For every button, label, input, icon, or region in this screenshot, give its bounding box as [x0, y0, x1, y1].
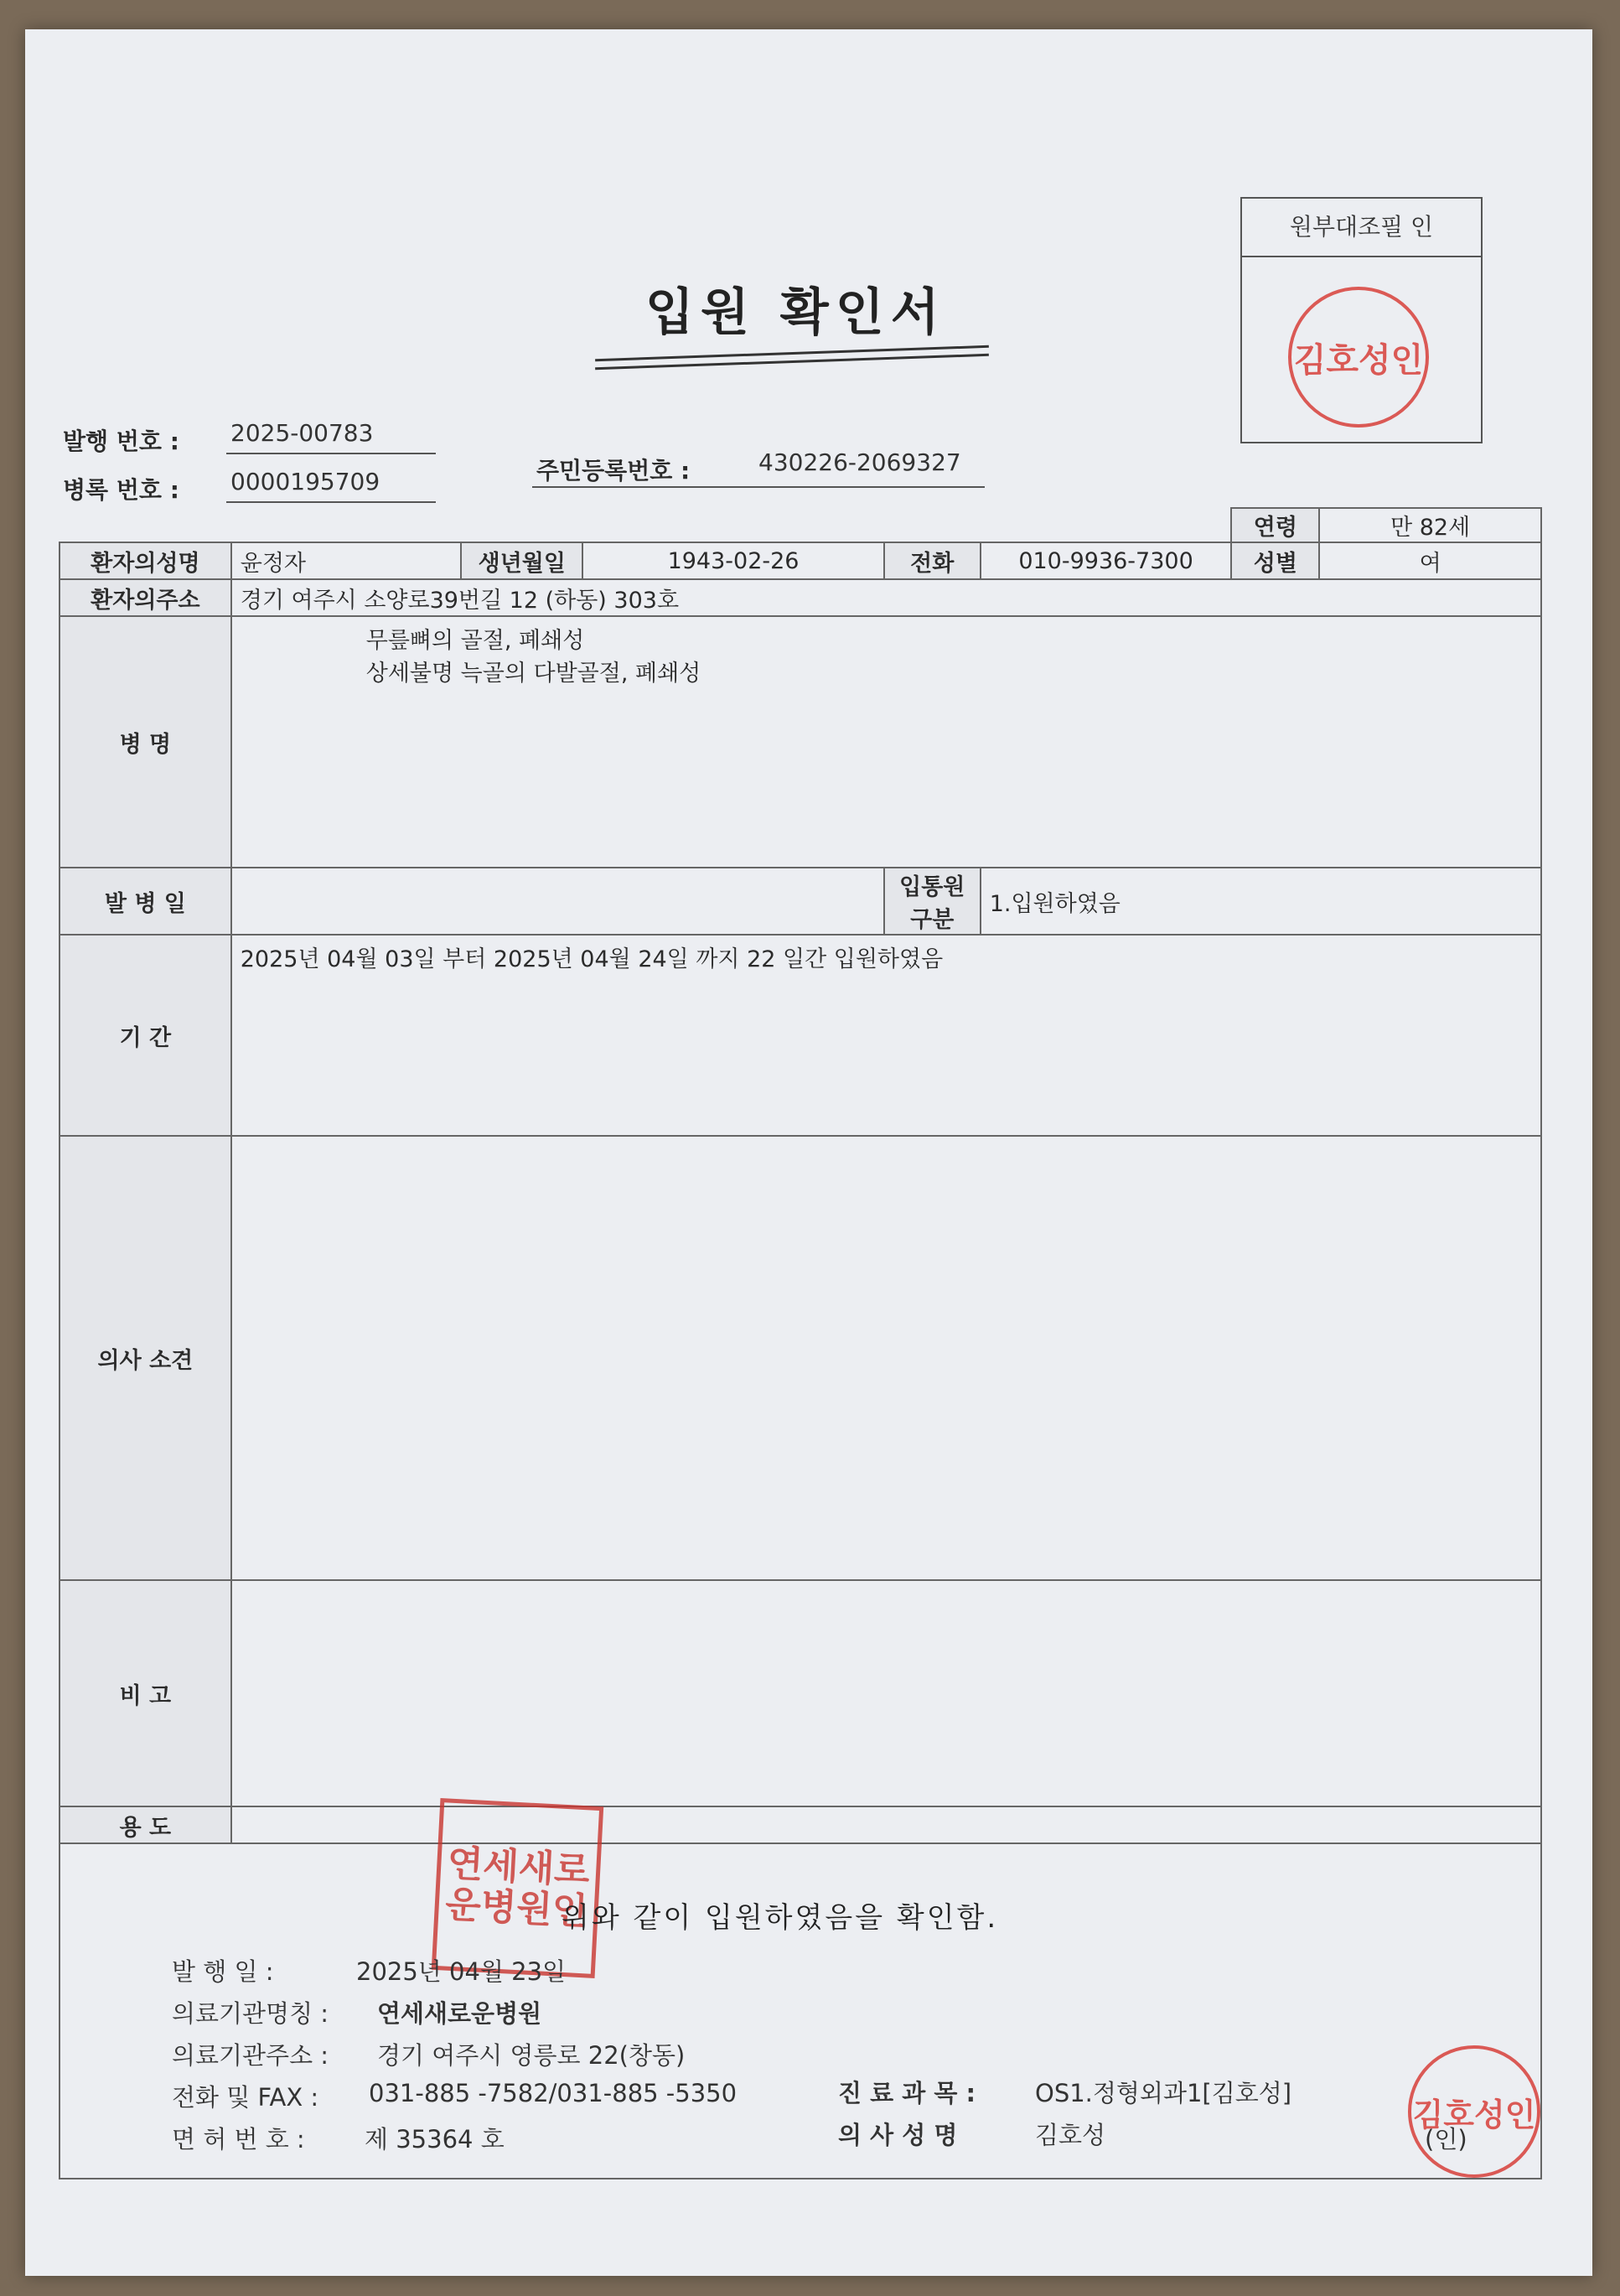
age-value: 만 82세: [1319, 508, 1541, 542]
verification-stamp-box: [1240, 197, 1483, 443]
diagnosis-label: 병 명: [60, 616, 231, 868]
title-underline: [595, 345, 989, 361]
chart-no: 0000195709: [230, 468, 380, 495]
period-label: 기 간: [60, 935, 231, 1136]
opinion-value: [231, 1136, 1541, 1580]
diagnosis-line-2: 상세불명 늑골의 다발골절, 폐쇄성: [365, 661, 701, 687]
hospital-name-label: 의료기관명칭 :: [172, 1999, 329, 2028]
patient-name-label: 환자의성명: [60, 542, 231, 579]
document-paper: [25, 29, 1592, 2276]
title-underline-2: [595, 354, 989, 370]
patient-name: 윤정자: [231, 542, 462, 579]
chart-no-label: 병록 번호 :: [63, 476, 179, 504]
tel-fax: 031-885 -7582/031-885 -5350: [369, 2079, 738, 2107]
purpose-label: 용 도: [60, 1806, 231, 1843]
address-value: 경기 여주시 소양로39번길 12 (하동) 303호: [231, 579, 1541, 616]
visit-type-label: 입통원구분: [884, 868, 981, 935]
remarks-label: 비 고: [60, 1580, 231, 1806]
rrn: 430226-2069327: [758, 448, 961, 476]
issue-no: 2025-00783: [230, 419, 374, 447]
phone-label: 전화: [884, 542, 981, 579]
license-no: 제 35364 호: [365, 2125, 505, 2153]
issue-date-label: 발 행 일 :: [172, 1957, 274, 1986]
age-label: 연령: [1231, 508, 1319, 542]
hospital-name: 연세새로운병원: [377, 1999, 542, 2028]
dob-value: 1943-02-26: [582, 542, 884, 579]
department: OS1.정형외과1[김호성]: [1035, 2079, 1292, 2107]
hospital-address: 경기 여주시 영릉로 22(창동): [377, 2041, 686, 2070]
diagnosis-cell: [231, 616, 1541, 868]
stamp-box-label: 원부대조필 인: [1242, 199, 1481, 257]
confirmation-text: 위와 같이 입원하였음을 확인함.: [562, 1901, 999, 1935]
rrn-label: 주민등록번호 :: [536, 457, 691, 485]
department-label: 진 료 과 목 :: [838, 2079, 976, 2107]
sex-label: 성별: [1231, 542, 1319, 579]
hospital-address-label: 의료기관주소 :: [172, 2041, 329, 2070]
issue-date: 2025년 04월 23일: [356, 1957, 567, 1986]
dob-label: 생년월일: [461, 542, 582, 579]
doctor-name-label: 의 사 성 명: [838, 2121, 958, 2149]
doctor-name: 김호성: [1035, 2121, 1106, 2149]
license-label: 면 허 번 호 :: [172, 2125, 305, 2153]
document-title: 입원 확인서: [645, 283, 946, 342]
onset-label: 발 병 일: [60, 868, 231, 935]
remarks-value: [231, 1580, 1541, 1806]
issue-no-label: 발행 번호 :: [63, 428, 179, 455]
period-value: 2025년 04월 03일 부터 2025년 04월 24일 까지 22 일간 입원하였음: [231, 935, 1541, 1136]
doctor-seal-mark: (인): [1425, 2125, 1467, 2153]
tel-fax-label: 전화 및 FAX :: [172, 2083, 319, 2112]
onset-value: [231, 868, 884, 935]
hospital-seal: 연세새로운병원인: [432, 1798, 603, 1978]
doctor-seal: 김호성인: [1288, 287, 1429, 428]
visit-type-value: 1.입원하였음: [981, 868, 1541, 935]
opinion-label: 의사 소견: [60, 1136, 231, 1580]
diagnosis-line-1: 무릎뼈의 골절, 폐쇄성: [365, 628, 585, 654]
purpose-value: [231, 1806, 1541, 1843]
sex-value: 여: [1319, 542, 1541, 579]
doctor-seal-bottom: 김호성인: [1408, 2045, 1540, 2178]
address-label: 환자의주소: [60, 579, 231, 616]
phone-value: 010-9936-7300: [981, 542, 1232, 579]
